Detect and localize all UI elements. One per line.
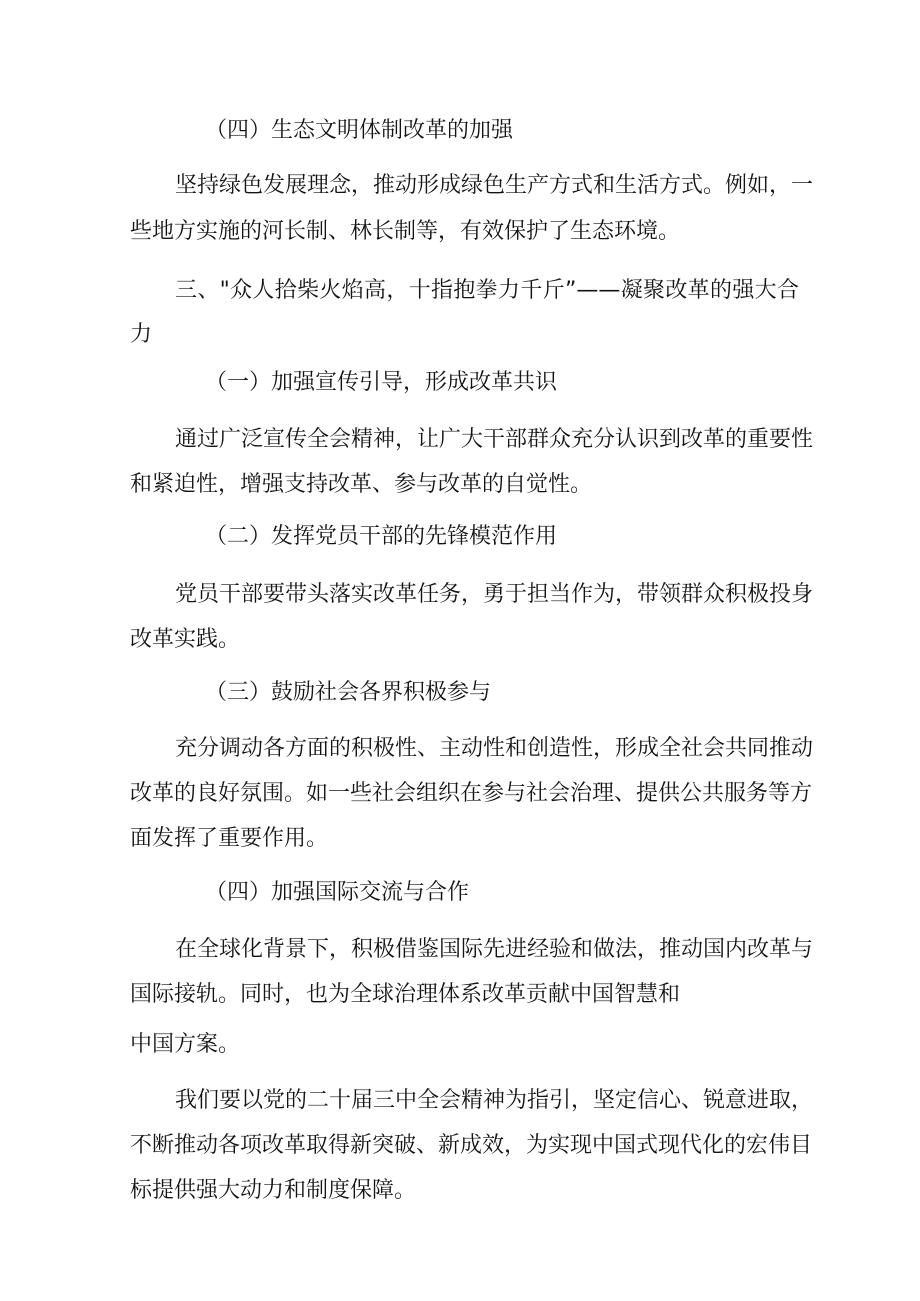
paragraph-line: 不断推动各项改革取得新突破、新成效，为实现中国式现代化的宏伟目 bbox=[130, 1133, 813, 1158]
paragraph-line: 国际接轨。同时，也为全球治理体系改革贡献中国智慧和 bbox=[130, 982, 681, 1007]
paragraph-line: 我们要以党的二十届三中全会精神为指引，坚定信心、锐意进取， bbox=[175, 1088, 814, 1113]
paragraph-line: 面发挥了重要作用。 bbox=[130, 826, 329, 851]
section-three-title: 三、"众人拾柴火焰高，十指抱拳力千斤”——凝聚改革的强大合 bbox=[175, 278, 799, 303]
paragraph-line: 中国方案。 bbox=[130, 1032, 241, 1057]
paragraph-line: 坚持绿色发展理念，推动形成绿色生产方式和生活方式。例如，一 bbox=[175, 173, 814, 198]
paragraph-line: 党员干部要带头落实改革任务，勇于担当作为，带领群众积极投身 bbox=[175, 582, 814, 607]
paragraph-line: 和紧迫性，增强支持改革、参与改革的自觉性。 bbox=[130, 472, 593, 497]
paragraph-line: 标提供强大动力和制度保障。 bbox=[130, 1178, 417, 1203]
heading-ecology-reform: （四）生态文明体制改革的加强 bbox=[205, 118, 514, 143]
heading-international: （四）加强国际交流与合作 bbox=[205, 880, 470, 905]
heading-cadres: （二）发挥党员干部的先锋模范作用 bbox=[205, 524, 558, 549]
paragraph-line: 些地方实施的河长制、林长制等，有效保护了生态环境。 bbox=[130, 219, 681, 244]
section-three-title-cont: 力 bbox=[130, 322, 153, 347]
paragraph-line: 改革实践。 bbox=[130, 627, 241, 652]
paragraph-line: 通过广泛宣传全会精神，让广大干部群众充分认识到改革的重要性 bbox=[175, 427, 814, 452]
heading-publicity: （一）加强宣传引导，形成改革共识 bbox=[205, 370, 558, 395]
paragraph-line: 充分调动各方面的积极性、主动性和创造性，形成全社会共同推动 bbox=[175, 736, 814, 761]
paragraph-line: 在全球化背景下，积极借鉴国际先进经验和做法，推动国内改革与 bbox=[175, 937, 814, 962]
heading-society: （三）鼓励社会各界积极参与 bbox=[205, 680, 492, 705]
paragraph-line: 改革的良好氛围。如一些社会组织在参与社会治理、提供公共服务等方 bbox=[130, 781, 813, 806]
